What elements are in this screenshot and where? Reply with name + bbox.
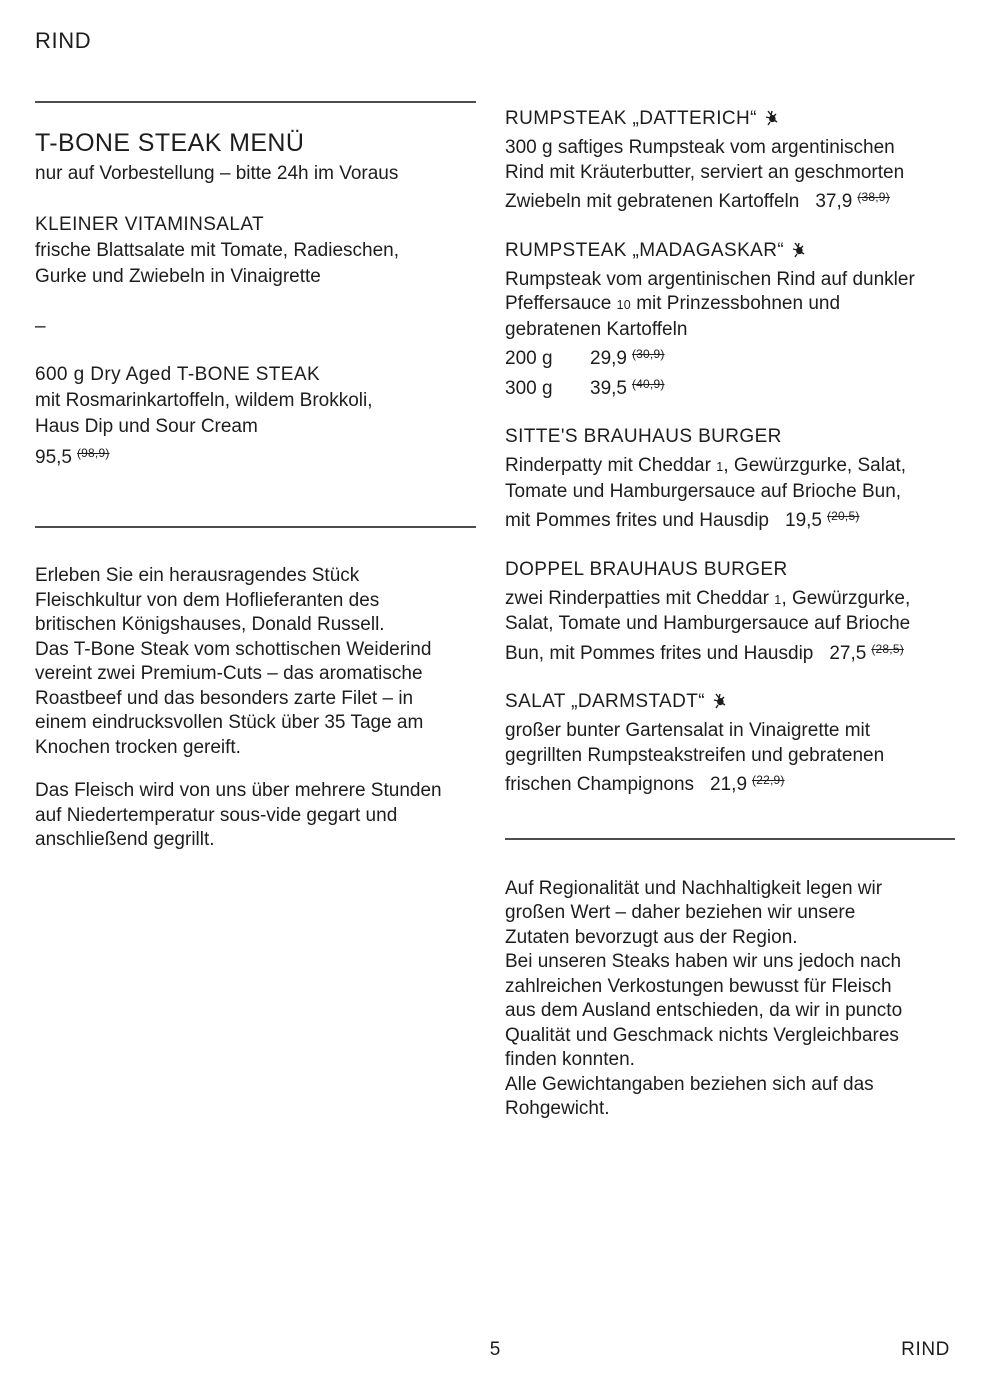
menu-item — [505, 105, 955, 215]
item-desc-line: Bun, mit Pommes frites und Hausdip 27,5 $^{(28,5)}$ — [505, 641, 904, 664]
paragraph-line: Das Fleisch wird von uns über mehrere Stunden — [35, 780, 442, 801]
specialty-icon — [764, 110, 779, 126]
price-row — [505, 342, 955, 372]
size-label: 300 g — [505, 377, 553, 399]
course-desc-line: frische Blattsalate mit Tomate, Radieschen, — [35, 240, 399, 261]
paragraph-line: Zutaten bevorzugt aus der Region. — [505, 926, 798, 948]
menu-item — [505, 688, 955, 798]
paragraph-line: Qualität und Geschmack nichts Vergleichbares — [505, 1024, 899, 1046]
menu-course — [35, 212, 476, 290]
item-old-price: (20,5) — [826, 509, 860, 523]
menu-section-subtitle: nur auf Vorbestellung – bitte 24h im Voraus — [35, 163, 399, 184]
info-paragraph — [35, 779, 476, 853]
menu-courses — [35, 212, 476, 471]
page-number: 5 — [489, 1339, 501, 1360]
item-title: RUMPSTEAK „MADAGASKAR“ — [505, 239, 785, 261]
footnote-number: 10 — [616, 298, 631, 312]
item-desc-line: zwei Rinderpatties mit Cheddar 1, Gewürzgurke, — [505, 587, 911, 609]
item-desc-line: 300 g saftiges Rumpsteak vom argentinischen — [505, 137, 895, 158]
item-desc-line: gegrillten Rumpsteakstreifen und gebratenen — [505, 744, 885, 766]
footnote-number: 1 — [716, 460, 724, 474]
item-old-price: (22,9) — [752, 773, 785, 787]
course-title: KLEINER VITAMINSALAT — [35, 214, 265, 235]
course-desc-line: Gurke und Zwiebeln in Vinaigrette — [35, 266, 321, 287]
paragraph-line: aus dem Ausland entschieden, da wir in puncto — [505, 1000, 903, 1021]
item-title-row — [505, 688, 955, 715]
menu-items — [505, 105, 955, 798]
paragraph-line: Das T-Bone Steak vom schottischen Weiderind — [35, 638, 432, 660]
left-divider-rule — [35, 526, 476, 528]
course-title: 600 g Dry Aged T-BONE STEAK — [35, 364, 321, 385]
item-price: 39,5 — [590, 377, 627, 399]
menu-item — [505, 423, 955, 534]
item-title: RUMPSTEAK „DATTERICH“ — [505, 108, 757, 129]
item-title: DOPPEL BRAUHAUS BURGER — [505, 558, 788, 580]
item-price: 29,9 — [590, 348, 627, 369]
paragraph-line: vereint zwei Premium-Cuts – das aromatische — [35, 663, 423, 684]
page-title: RIND — [35, 28, 92, 53]
item-desc-line: Rumpsteak vom argentinischen Rind auf dunkler — [505, 268, 915, 290]
paragraph-line: großen Wert – daher beziehen wir unsere — [505, 902, 856, 923]
paragraph-line: britischen Königshauses, Donald Russell. — [35, 614, 385, 635]
paragraph-line: einem eindrucksvollen Stück über 35 Tage am — [35, 712, 424, 733]
item-desc-line: Salat, Tomate und Hamburgersauce auf Brioche — [505, 613, 911, 634]
right-column — [505, 0, 955, 1122]
item-title-row — [505, 105, 955, 132]
paragraph-line: Fleischkultur von dem Hoflieferanten des — [35, 589, 380, 611]
paragraph-line: anschließend gegrillt. — [35, 829, 215, 850]
specialty-icon — [791, 242, 806, 258]
item-old-price: (38,9) — [857, 190, 890, 204]
item-desc-line: mit Pommes frites und Hausdip 19,5 $^{(20,5)}$ — [505, 509, 860, 531]
paragraph-line: Alle Gewichtangaben beziehen sich auf das — [505, 1073, 874, 1095]
menu-item — [505, 556, 955, 667]
course-desc-line: mit Rosmarinkartoffeln, wildem Brokkoli, — [35, 390, 373, 411]
course-price-line — [35, 440, 476, 471]
item-title-row — [505, 237, 955, 264]
top-divider-rule — [35, 101, 476, 103]
item-desc-line: Zwiebeln mit gebratenen Kartoffeln 37,9 $^{(38,9)}$ — [505, 190, 890, 212]
course-desc-line: Haus Dip und Sour Cream — [35, 416, 258, 437]
item-desc-line: Pfeffersauce 10 mit Prinzessbohnen und — [505, 293, 841, 314]
item-desc-line: Rinderpatty mit Cheddar 1, Gewürzgurke, Salat, — [505, 455, 907, 476]
item-price: 21,9 — [710, 774, 748, 795]
course-divider: – — [35, 316, 46, 337]
item-desc-line: Tomate und Hamburgersauce auf Brioche Bun, — [505, 480, 902, 502]
paragraph-line: Roastbeef und das besonders zarte Filet – in — [35, 687, 414, 709]
item-old-price: (40,9) — [631, 376, 665, 391]
item-desc-line: frischen Champignons 21,9 $^{(22,9)}$ — [505, 773, 785, 795]
info-paragraph — [35, 564, 476, 760]
footer-section-label: RIND — [901, 1339, 950, 1360]
item-old-price: (28,5) — [871, 641, 904, 656]
paragraph-line: finden konnten. — [505, 1049, 635, 1070]
right-divider-rule — [505, 838, 955, 840]
paragraph-line: zahlreichen Verkostungen bewusst für Fleisch — [505, 975, 892, 997]
menu-item — [505, 237, 955, 402]
item-price: 95,5 — [35, 447, 72, 468]
price-row — [505, 372, 955, 402]
item-price: 19,5 — [785, 510, 822, 531]
right-paragraphs — [505, 877, 955, 1122]
paragraph-line: Auf Regionalität und Nachhaltigkeit legen wir — [505, 877, 883, 899]
left-paragraphs — [35, 564, 476, 853]
item-title-row — [505, 556, 955, 583]
size-label: 200 g — [505, 348, 553, 369]
item-old-price: (98,9) — [76, 446, 110, 460]
item-title-row — [505, 423, 955, 450]
footnote-number: 1 — [774, 592, 782, 607]
info-paragraph — [505, 877, 955, 1122]
paragraph-line: auf Niedertemperatur sous-vide gegart und — [35, 804, 398, 826]
item-price: 27,5 — [829, 642, 867, 664]
item-desc-line: gebratenen Kartoffeln — [505, 318, 688, 340]
specialty-icon — [712, 693, 727, 709]
paragraph-line: Bei unseren Steaks haben wir uns jedoch nach — [505, 951, 902, 972]
paragraph-line: Rohgewicht. — [505, 1098, 610, 1119]
item-desc-line: großer bunter Gartensalat in Vinaigrette mit — [505, 720, 871, 741]
item-title: SALAT „DARMSTADT“ — [505, 691, 705, 712]
paragraph-line: Erleben Sie ein herausragendes Stück — [35, 565, 360, 586]
item-desc-line: Rind mit Kräuterbutter, serviert an geschmorten — [505, 161, 905, 183]
menu-course — [35, 362, 476, 471]
item-old-price: (30,9) — [631, 347, 665, 361]
menu-section-title: T-BONE STEAK MENÜ — [35, 129, 305, 157]
item-price: 37,9 — [815, 191, 853, 212]
paragraph-line: Knochen trocken gereift. — [35, 736, 241, 758]
left-column — [35, 0, 476, 853]
item-title: SITTE'S BRAUHAUS BURGER — [505, 426, 782, 447]
